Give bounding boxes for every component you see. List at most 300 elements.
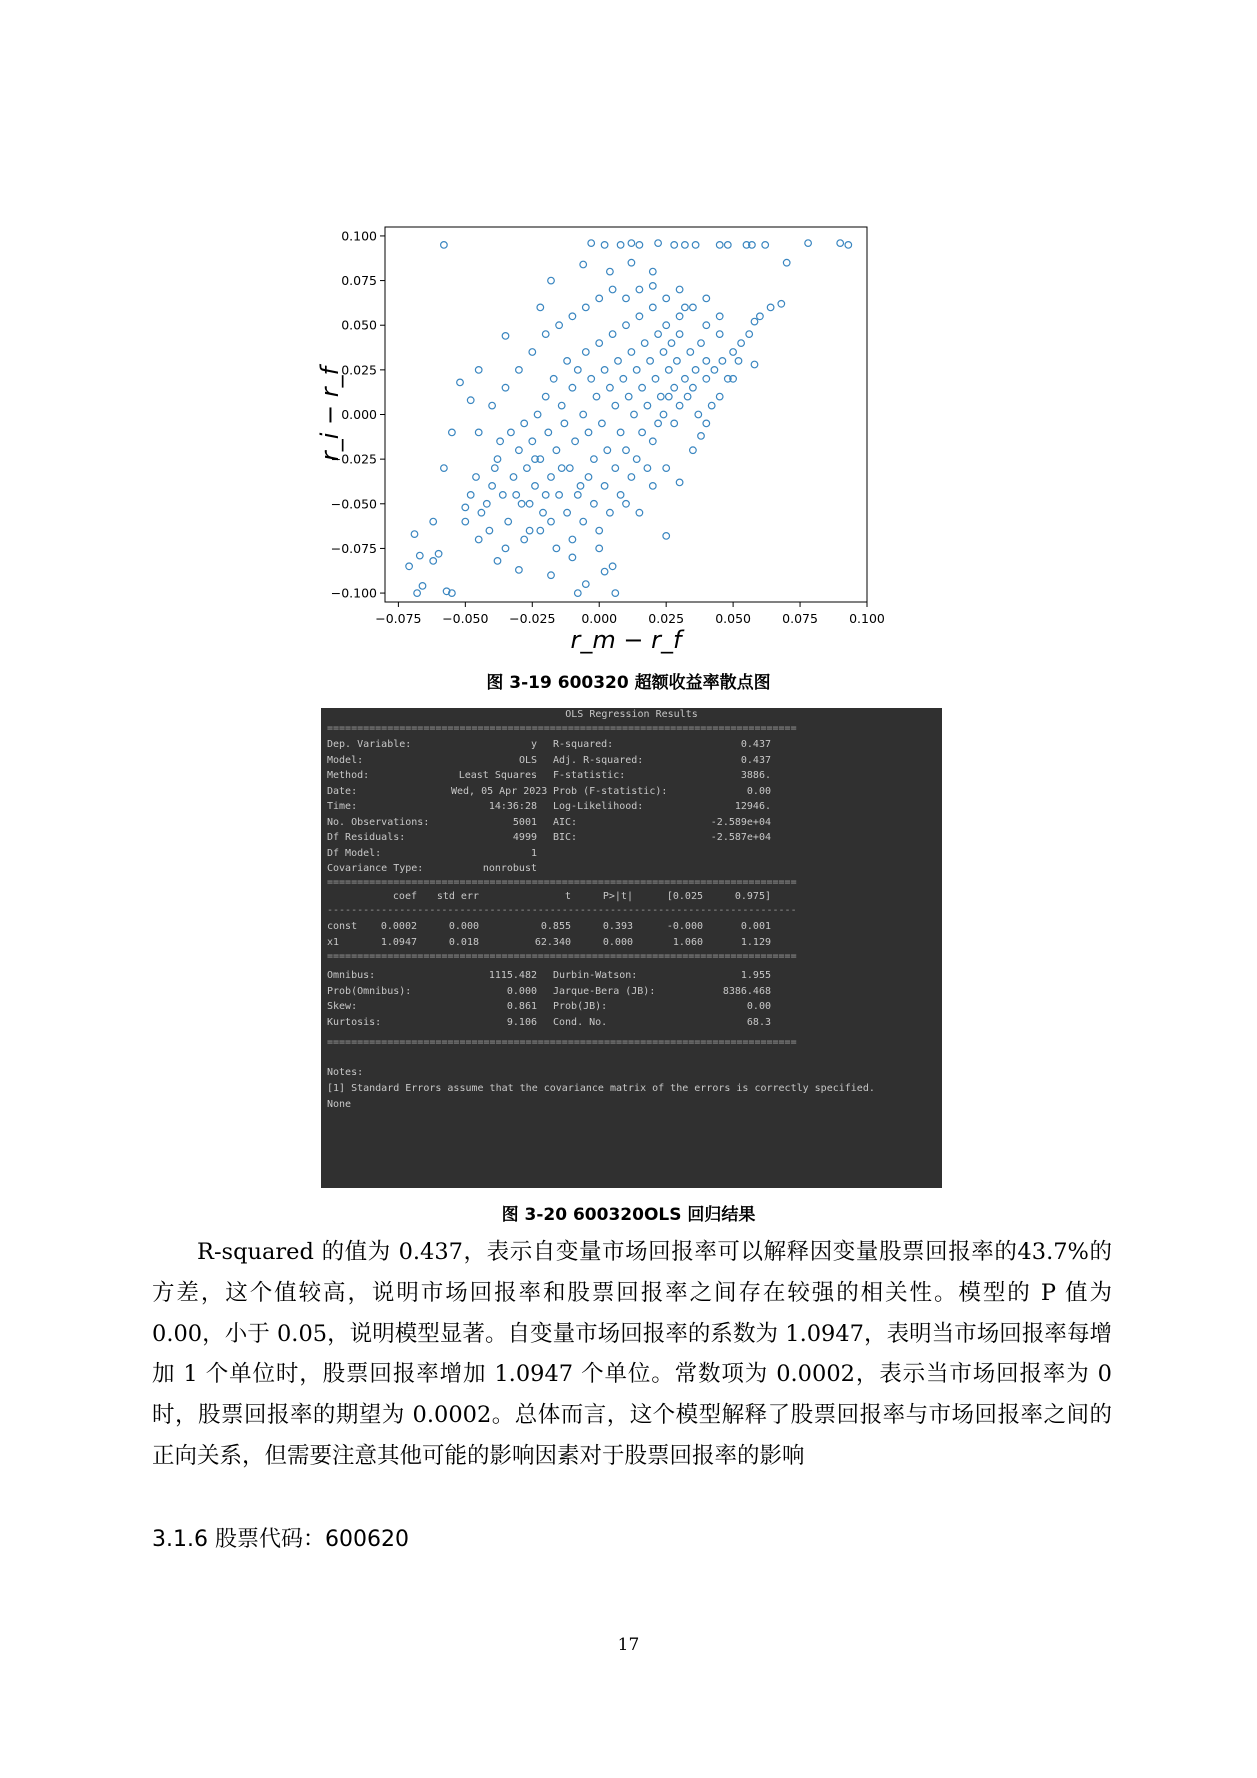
x-axis-label: r_m − r_f bbox=[570, 626, 682, 654]
x-tick-label: 0.025 bbox=[648, 611, 685, 626]
scatter-point bbox=[617, 429, 624, 436]
scatter-point bbox=[516, 567, 523, 574]
scatter-point bbox=[623, 295, 630, 302]
scatter-point bbox=[620, 376, 627, 383]
scatter-point bbox=[569, 384, 576, 391]
scatter-point bbox=[655, 331, 662, 338]
scatter-point bbox=[639, 429, 646, 436]
coef-cell: 0.000 bbox=[602, 936, 633, 948]
scatter-point bbox=[636, 509, 643, 516]
scatter-point bbox=[508, 429, 515, 436]
scatter-point bbox=[703, 295, 710, 302]
diagnostic-value: 68.3 bbox=[746, 1016, 771, 1028]
coef-column-header: coef bbox=[392, 891, 417, 902]
scatter-point bbox=[583, 304, 590, 311]
scatter-point bbox=[585, 474, 592, 481]
scatter-point bbox=[690, 384, 697, 391]
summary-label: Time: bbox=[327, 801, 358, 812]
scatter-point bbox=[601, 483, 608, 490]
scatter-point bbox=[615, 358, 622, 365]
scatter-point bbox=[695, 411, 702, 418]
x-tick-label: 0.100 bbox=[849, 611, 885, 626]
summary-value: 12946. bbox=[734, 801, 771, 812]
scatter-point bbox=[663, 295, 670, 302]
summary-label: R-squared: bbox=[553, 739, 614, 750]
summary-value: 4999 bbox=[512, 832, 537, 843]
scatter-point bbox=[526, 501, 533, 508]
scatter-point bbox=[703, 322, 710, 329]
scatter-point bbox=[658, 393, 665, 400]
scatter-point bbox=[682, 376, 689, 383]
summary-value: Wed, 05 Apr 2023 bbox=[451, 785, 548, 797]
summary-label: Covariance Type: bbox=[327, 863, 424, 874]
scatter-point bbox=[577, 483, 584, 490]
summary-label: AIC: bbox=[553, 816, 578, 828]
scatter-point bbox=[625, 393, 632, 400]
scatter-point bbox=[607, 268, 614, 275]
scatter-point bbox=[633, 456, 640, 463]
scatter-point bbox=[607, 384, 614, 391]
summary-label: Date: bbox=[327, 785, 358, 797]
scatter-point bbox=[521, 536, 528, 543]
scatter-point bbox=[682, 304, 689, 311]
scatter-point bbox=[537, 527, 544, 534]
coef-cell: 0.018 bbox=[448, 936, 479, 948]
scatter-point bbox=[591, 456, 598, 463]
scatter-point bbox=[730, 349, 737, 356]
scatter-point bbox=[593, 393, 600, 400]
scatter-point bbox=[449, 429, 456, 436]
scatter-point bbox=[655, 420, 662, 427]
scatter-point bbox=[692, 242, 699, 249]
scatter-point bbox=[545, 429, 552, 436]
coef-column-header: std err bbox=[436, 891, 479, 902]
x-axis-ticks bbox=[375, 602, 885, 626]
scatter-point bbox=[650, 304, 657, 311]
scatter-point bbox=[650, 438, 657, 445]
scatter-point bbox=[417, 552, 424, 559]
scatter-point bbox=[580, 411, 587, 418]
scatter-point bbox=[639, 384, 646, 391]
separator-double: ============================================================================== bbox=[327, 877, 797, 888]
scatter-point bbox=[475, 429, 482, 436]
page-number: 17 bbox=[617, 1635, 640, 1655]
summary-label: Df Model: bbox=[327, 847, 382, 859]
scatter-point bbox=[612, 402, 619, 409]
diagnostic-value: 0.861 bbox=[506, 1001, 537, 1012]
scatter-point bbox=[537, 304, 544, 311]
summary-value: nonrobust bbox=[482, 863, 537, 874]
scatter-point bbox=[751, 361, 758, 368]
coef-cell: 0.001 bbox=[740, 921, 771, 932]
scatter-point bbox=[596, 340, 603, 347]
scatter-point bbox=[542, 331, 549, 338]
scatter-point bbox=[406, 563, 413, 570]
scatter-point bbox=[837, 240, 844, 247]
scatter-point bbox=[604, 447, 611, 454]
scatter-point bbox=[623, 322, 630, 329]
coef-cell: 1.060 bbox=[672, 936, 703, 948]
scatter-point bbox=[751, 318, 758, 325]
scatter-point bbox=[663, 322, 670, 329]
scatter-point bbox=[521, 420, 528, 427]
scatter-point bbox=[666, 393, 673, 400]
scatter-point bbox=[703, 420, 710, 427]
y-tick-label: 0.025 bbox=[341, 362, 377, 378]
scatter-point bbox=[612, 590, 619, 597]
coef-row-label: const bbox=[327, 921, 358, 932]
coef-cell: 0.855 bbox=[540, 921, 571, 932]
scatter-point bbox=[725, 242, 732, 249]
scatter-point bbox=[599, 420, 606, 427]
scatter-point bbox=[569, 554, 576, 561]
scatter-point bbox=[467, 492, 474, 499]
summary-value: OLS bbox=[518, 754, 537, 766]
separator-double: ============================================================================== bbox=[327, 1037, 797, 1048]
coef-cell: 1.0947 bbox=[380, 936, 417, 948]
scatter-point bbox=[500, 492, 507, 499]
scatter-point bbox=[561, 420, 568, 427]
scatter-point bbox=[676, 313, 683, 320]
separator-single: ------------------------------------------------------------------------------ bbox=[327, 905, 797, 916]
scatter-point bbox=[542, 393, 549, 400]
scatter-point bbox=[489, 402, 496, 409]
summary-value: 1 bbox=[530, 847, 537, 859]
scatter-point bbox=[668, 340, 675, 347]
scatter-point bbox=[660, 411, 667, 418]
y-tick-label: 0.100 bbox=[341, 228, 377, 244]
scatter-point bbox=[475, 367, 482, 374]
coef-column-header: P>|t| bbox=[602, 891, 633, 902]
scatter-point bbox=[641, 340, 648, 347]
scatter-point bbox=[494, 456, 501, 463]
scatter-point bbox=[757, 313, 764, 320]
scatter-point bbox=[607, 509, 614, 516]
scatter-point bbox=[478, 509, 485, 516]
summary-label: F-statistic: bbox=[553, 770, 626, 781]
summary-value: y bbox=[530, 739, 537, 750]
scatter-point bbox=[671, 242, 678, 249]
x-tick-label: 0.075 bbox=[782, 611, 818, 626]
summary-value: -2.589e+04 bbox=[710, 816, 771, 828]
scatter-point bbox=[462, 504, 469, 511]
x-tick-label: 0.000 bbox=[581, 611, 618, 626]
summary-value: 0.437 bbox=[740, 739, 771, 750]
scatter-point bbox=[735, 358, 742, 365]
scatter-point bbox=[805, 240, 812, 247]
scatter-point bbox=[703, 358, 710, 365]
diagnostic-label: Skew: bbox=[327, 1001, 358, 1012]
diagnostic-value: 0.000 bbox=[506, 985, 537, 997]
notes-title: Notes: bbox=[327, 1067, 364, 1078]
summary-label: No. Observations: bbox=[327, 816, 430, 828]
scatter-point bbox=[623, 447, 630, 454]
scatter-point bbox=[692, 367, 699, 374]
diagnostic-label: Cond. No. bbox=[553, 1016, 608, 1028]
scatter-point bbox=[633, 367, 640, 374]
scatter-point bbox=[575, 590, 582, 597]
scatter-point bbox=[601, 367, 608, 374]
summary-value bbox=[661, 862, 771, 876]
scatter-point bbox=[553, 447, 560, 454]
summary-value: -2.587e+04 bbox=[710, 832, 771, 843]
summary-value: 0.00 bbox=[746, 785, 771, 797]
scatter-point bbox=[526, 527, 533, 534]
scatter-point bbox=[542, 492, 549, 499]
scatter-point bbox=[631, 411, 638, 418]
separator-double: ============================================================================== bbox=[327, 723, 797, 734]
scatter-point bbox=[430, 558, 437, 565]
x-tick-label: −0.050 bbox=[442, 611, 489, 626]
scatter-point bbox=[636, 242, 643, 249]
scatter-point bbox=[767, 304, 774, 311]
scatter-point bbox=[716, 242, 723, 249]
scatter-point bbox=[674, 358, 681, 365]
coef-cell: 62.340 bbox=[534, 936, 571, 948]
scatter-point bbox=[617, 492, 624, 499]
scatter-point bbox=[492, 465, 499, 472]
scatter-point bbox=[550, 376, 557, 383]
scatter-point bbox=[518, 501, 525, 508]
scatter-point bbox=[575, 367, 582, 374]
scatter-point bbox=[623, 501, 630, 508]
plot-frame bbox=[385, 227, 867, 602]
scatter-point bbox=[575, 492, 582, 499]
scatter-point bbox=[516, 367, 523, 374]
scatter-point bbox=[462, 518, 469, 525]
x-tick-label: −0.025 bbox=[509, 611, 556, 626]
diagnostic-label: Prob(Omnibus): bbox=[327, 985, 412, 997]
scatter-point bbox=[529, 438, 536, 445]
scatter-point bbox=[580, 261, 587, 268]
summary-label: Method: bbox=[327, 770, 370, 781]
diagnostic-value: 1115.482 bbox=[488, 970, 537, 981]
figure-caption-scatter: 图 3-19 600320 超额收益率散点图 bbox=[486, 673, 771, 693]
y-tick-label: −0.025 bbox=[330, 451, 377, 467]
scatter-point bbox=[609, 331, 616, 338]
scatter-point bbox=[473, 474, 480, 481]
scatter-point bbox=[698, 433, 705, 440]
scatter-point bbox=[567, 465, 574, 472]
diagnostic-value: 1.955 bbox=[740, 970, 771, 981]
scatter-point bbox=[596, 527, 603, 534]
scatter-point bbox=[650, 283, 657, 290]
summary-value: Least Squares bbox=[458, 770, 537, 781]
scatter-chart bbox=[316, 215, 910, 660]
diagnostic-label: Durbin-Watson: bbox=[553, 970, 638, 981]
scatter-point bbox=[548, 474, 555, 481]
scatter-point bbox=[540, 509, 547, 516]
scatter-point bbox=[687, 349, 694, 356]
summary-label: Model: bbox=[327, 754, 364, 766]
scatter-point bbox=[516, 447, 523, 454]
scatter-point bbox=[609, 563, 616, 570]
scatter-point bbox=[676, 479, 683, 486]
summary-label: Log-Likelihood: bbox=[553, 801, 644, 812]
scatter-point bbox=[628, 240, 635, 247]
scatter-point bbox=[703, 376, 710, 383]
scatter-point bbox=[601, 242, 608, 249]
scatter-point bbox=[650, 268, 657, 275]
scatter-point bbox=[762, 242, 769, 249]
scatter-point bbox=[671, 384, 678, 391]
scatter-point bbox=[524, 465, 531, 472]
y-tick-label: 0.075 bbox=[341, 273, 377, 289]
scatter-point bbox=[572, 438, 579, 445]
scatter-point bbox=[655, 240, 662, 247]
scatter-point bbox=[778, 301, 785, 308]
scatter-point bbox=[671, 420, 678, 427]
coef-row-label: x1 bbox=[327, 936, 340, 948]
summary-label: BIC: bbox=[553, 832, 578, 843]
scatter-point bbox=[650, 483, 657, 490]
scatter-point bbox=[414, 590, 421, 597]
scatter-point bbox=[716, 393, 723, 400]
scatter-point bbox=[676, 331, 683, 338]
scatter-point bbox=[497, 438, 504, 445]
scatter-point bbox=[569, 313, 576, 320]
scatter-point bbox=[564, 358, 571, 365]
scatter-point bbox=[411, 531, 418, 538]
scatter-point bbox=[494, 558, 501, 565]
summary-label: Prob (F-statistic): bbox=[553, 785, 668, 797]
summary-value: 0.437 bbox=[740, 754, 771, 766]
scatter-point bbox=[419, 583, 426, 590]
scatter-point bbox=[746, 331, 753, 338]
scatter-point bbox=[588, 376, 595, 383]
scatter-point bbox=[457, 379, 464, 386]
diagnostic-value: 9.106 bbox=[506, 1016, 537, 1028]
scatter-point bbox=[596, 295, 603, 302]
scatter-point bbox=[569, 536, 576, 543]
coef-cell: 0.0002 bbox=[380, 921, 417, 932]
scatter-point bbox=[580, 518, 587, 525]
summary-value: 5001 bbox=[512, 816, 537, 828]
scatter-point bbox=[716, 313, 723, 320]
separator-double: ============================================================================== bbox=[327, 951, 797, 962]
scatter-point bbox=[564, 509, 571, 516]
scatter-point bbox=[617, 242, 624, 249]
scatter-point bbox=[502, 384, 509, 391]
scatter-point bbox=[486, 527, 493, 534]
scatter-point bbox=[441, 465, 448, 472]
y-axis-label: r_i − r_f bbox=[316, 366, 344, 462]
notes-line: [1] Standard Errors assume that the covariance matrix of the errors is correctly specified. bbox=[327, 1083, 875, 1094]
scatter-point bbox=[502, 333, 509, 340]
scatter-point bbox=[676, 286, 683, 293]
coef-column-header: t bbox=[564, 891, 571, 902]
diagnostic-label: Prob(JB): bbox=[553, 1001, 608, 1012]
scatter-point bbox=[548, 572, 555, 579]
coef-cell: 0.393 bbox=[602, 921, 633, 932]
diagnostic-label: Omnibus: bbox=[327, 970, 376, 981]
diagnostic-value: 0.00 bbox=[746, 1001, 771, 1012]
coef-column-header: [0.025 bbox=[666, 891, 703, 902]
scatter-point bbox=[636, 286, 643, 293]
summary-label: Dep. Variable: bbox=[327, 739, 412, 750]
scatter-point bbox=[690, 304, 697, 311]
scatter-point bbox=[612, 465, 619, 472]
paragraph-text: R-squared 的值为 0.437，表示自变量市场回报率可以解释因变量股票回报率的43.7%的方差，这个值较高，说明市场回报率和股票回报率之间存在较强的相关性。模型的 P 值为 0.00，小于 0.05，说明模型显著。自变量市场回报率的系数为 1.0947，表明当市场回报率每增加 1 个单位时，股票回报率增加 1.0947 个单位。常数项为 0.0002，表示当市场回报率为 0 时，股票回报率的期望为 0.0002。总体而言，这个模型解释了股票回报率与市场回报率之间的正向关系，但需要注意其他可能的影响因素对于股票回报率的影响 bbox=[152, 1239, 1112, 1469]
summary-value bbox=[661, 847, 771, 861]
scatter-point bbox=[652, 376, 659, 383]
coef-cell: -0.000 bbox=[666, 921, 703, 932]
scatter-point bbox=[532, 483, 539, 490]
scatter-point bbox=[708, 402, 715, 409]
scatter-point bbox=[628, 349, 635, 356]
scatter-point bbox=[783, 259, 790, 266]
body-paragraph bbox=[152, 1232, 1112, 1477]
scatter-point bbox=[435, 551, 442, 558]
scatter-point bbox=[596, 545, 603, 552]
summary-value: 14:36:28 bbox=[488, 801, 537, 812]
section-heading: 3.1.6 股票代码：600620 bbox=[152, 1527, 409, 1552]
scatter-point bbox=[467, 397, 474, 404]
scatter-point bbox=[583, 349, 590, 356]
summary-value: 3886. bbox=[740, 770, 771, 781]
scatter-point bbox=[666, 367, 673, 374]
scatter-point bbox=[502, 545, 509, 552]
scatter-point bbox=[484, 501, 491, 508]
figure-caption-ols: 图 3-20 600320OLS 回归结果 bbox=[501, 1205, 756, 1225]
scatter-point bbox=[684, 393, 691, 400]
scatter-point bbox=[663, 533, 670, 540]
x-tick-label: −0.075 bbox=[375, 611, 422, 626]
scatter-point bbox=[441, 242, 448, 249]
diagnostic-value: 8386.468 bbox=[722, 985, 771, 997]
scatter-point bbox=[585, 429, 592, 436]
y-tick-label: 0.050 bbox=[341, 317, 377, 333]
scatter-point bbox=[711, 367, 718, 374]
scatter-point bbox=[682, 242, 689, 249]
scatter-point bbox=[553, 545, 560, 552]
scatter-point bbox=[719, 358, 726, 365]
scatter-point bbox=[510, 474, 517, 481]
coef-column-header: 0.975] bbox=[734, 891, 771, 902]
scatter-point bbox=[489, 483, 496, 490]
diagnostic-label: Jarque-Bera (JB): bbox=[553, 985, 656, 997]
scatter-point bbox=[644, 402, 651, 409]
scatter-point bbox=[556, 492, 563, 499]
scatter-point bbox=[698, 340, 705, 347]
scatter-point bbox=[548, 518, 555, 525]
scatter-point bbox=[558, 402, 565, 409]
scatter-point bbox=[663, 465, 670, 472]
y-tick-label: −0.075 bbox=[330, 540, 377, 556]
scatter-point bbox=[591, 501, 598, 508]
scatter-point bbox=[558, 465, 565, 472]
scatter-points bbox=[406, 240, 852, 597]
y-tick-label: −0.050 bbox=[330, 496, 377, 512]
scatter-point bbox=[647, 358, 654, 365]
scatter-point bbox=[644, 465, 651, 472]
scatter-point bbox=[609, 286, 616, 293]
y-tick-label: 0.000 bbox=[341, 407, 377, 422]
scatter-point bbox=[534, 411, 541, 418]
scatter-point bbox=[513, 492, 520, 499]
scatter-point bbox=[505, 518, 512, 525]
scatter-point bbox=[676, 402, 683, 409]
scatter-point bbox=[738, 340, 745, 347]
scatter-point bbox=[716, 331, 723, 338]
diagnostic-label: Kurtosis: bbox=[327, 1016, 382, 1028]
scatter-point bbox=[548, 277, 555, 284]
scatter-point bbox=[583, 581, 590, 588]
summary-label: Df Residuals: bbox=[327, 832, 406, 843]
scatter-point bbox=[636, 313, 643, 320]
scatter-point bbox=[845, 242, 852, 249]
scatter-point bbox=[690, 447, 697, 454]
